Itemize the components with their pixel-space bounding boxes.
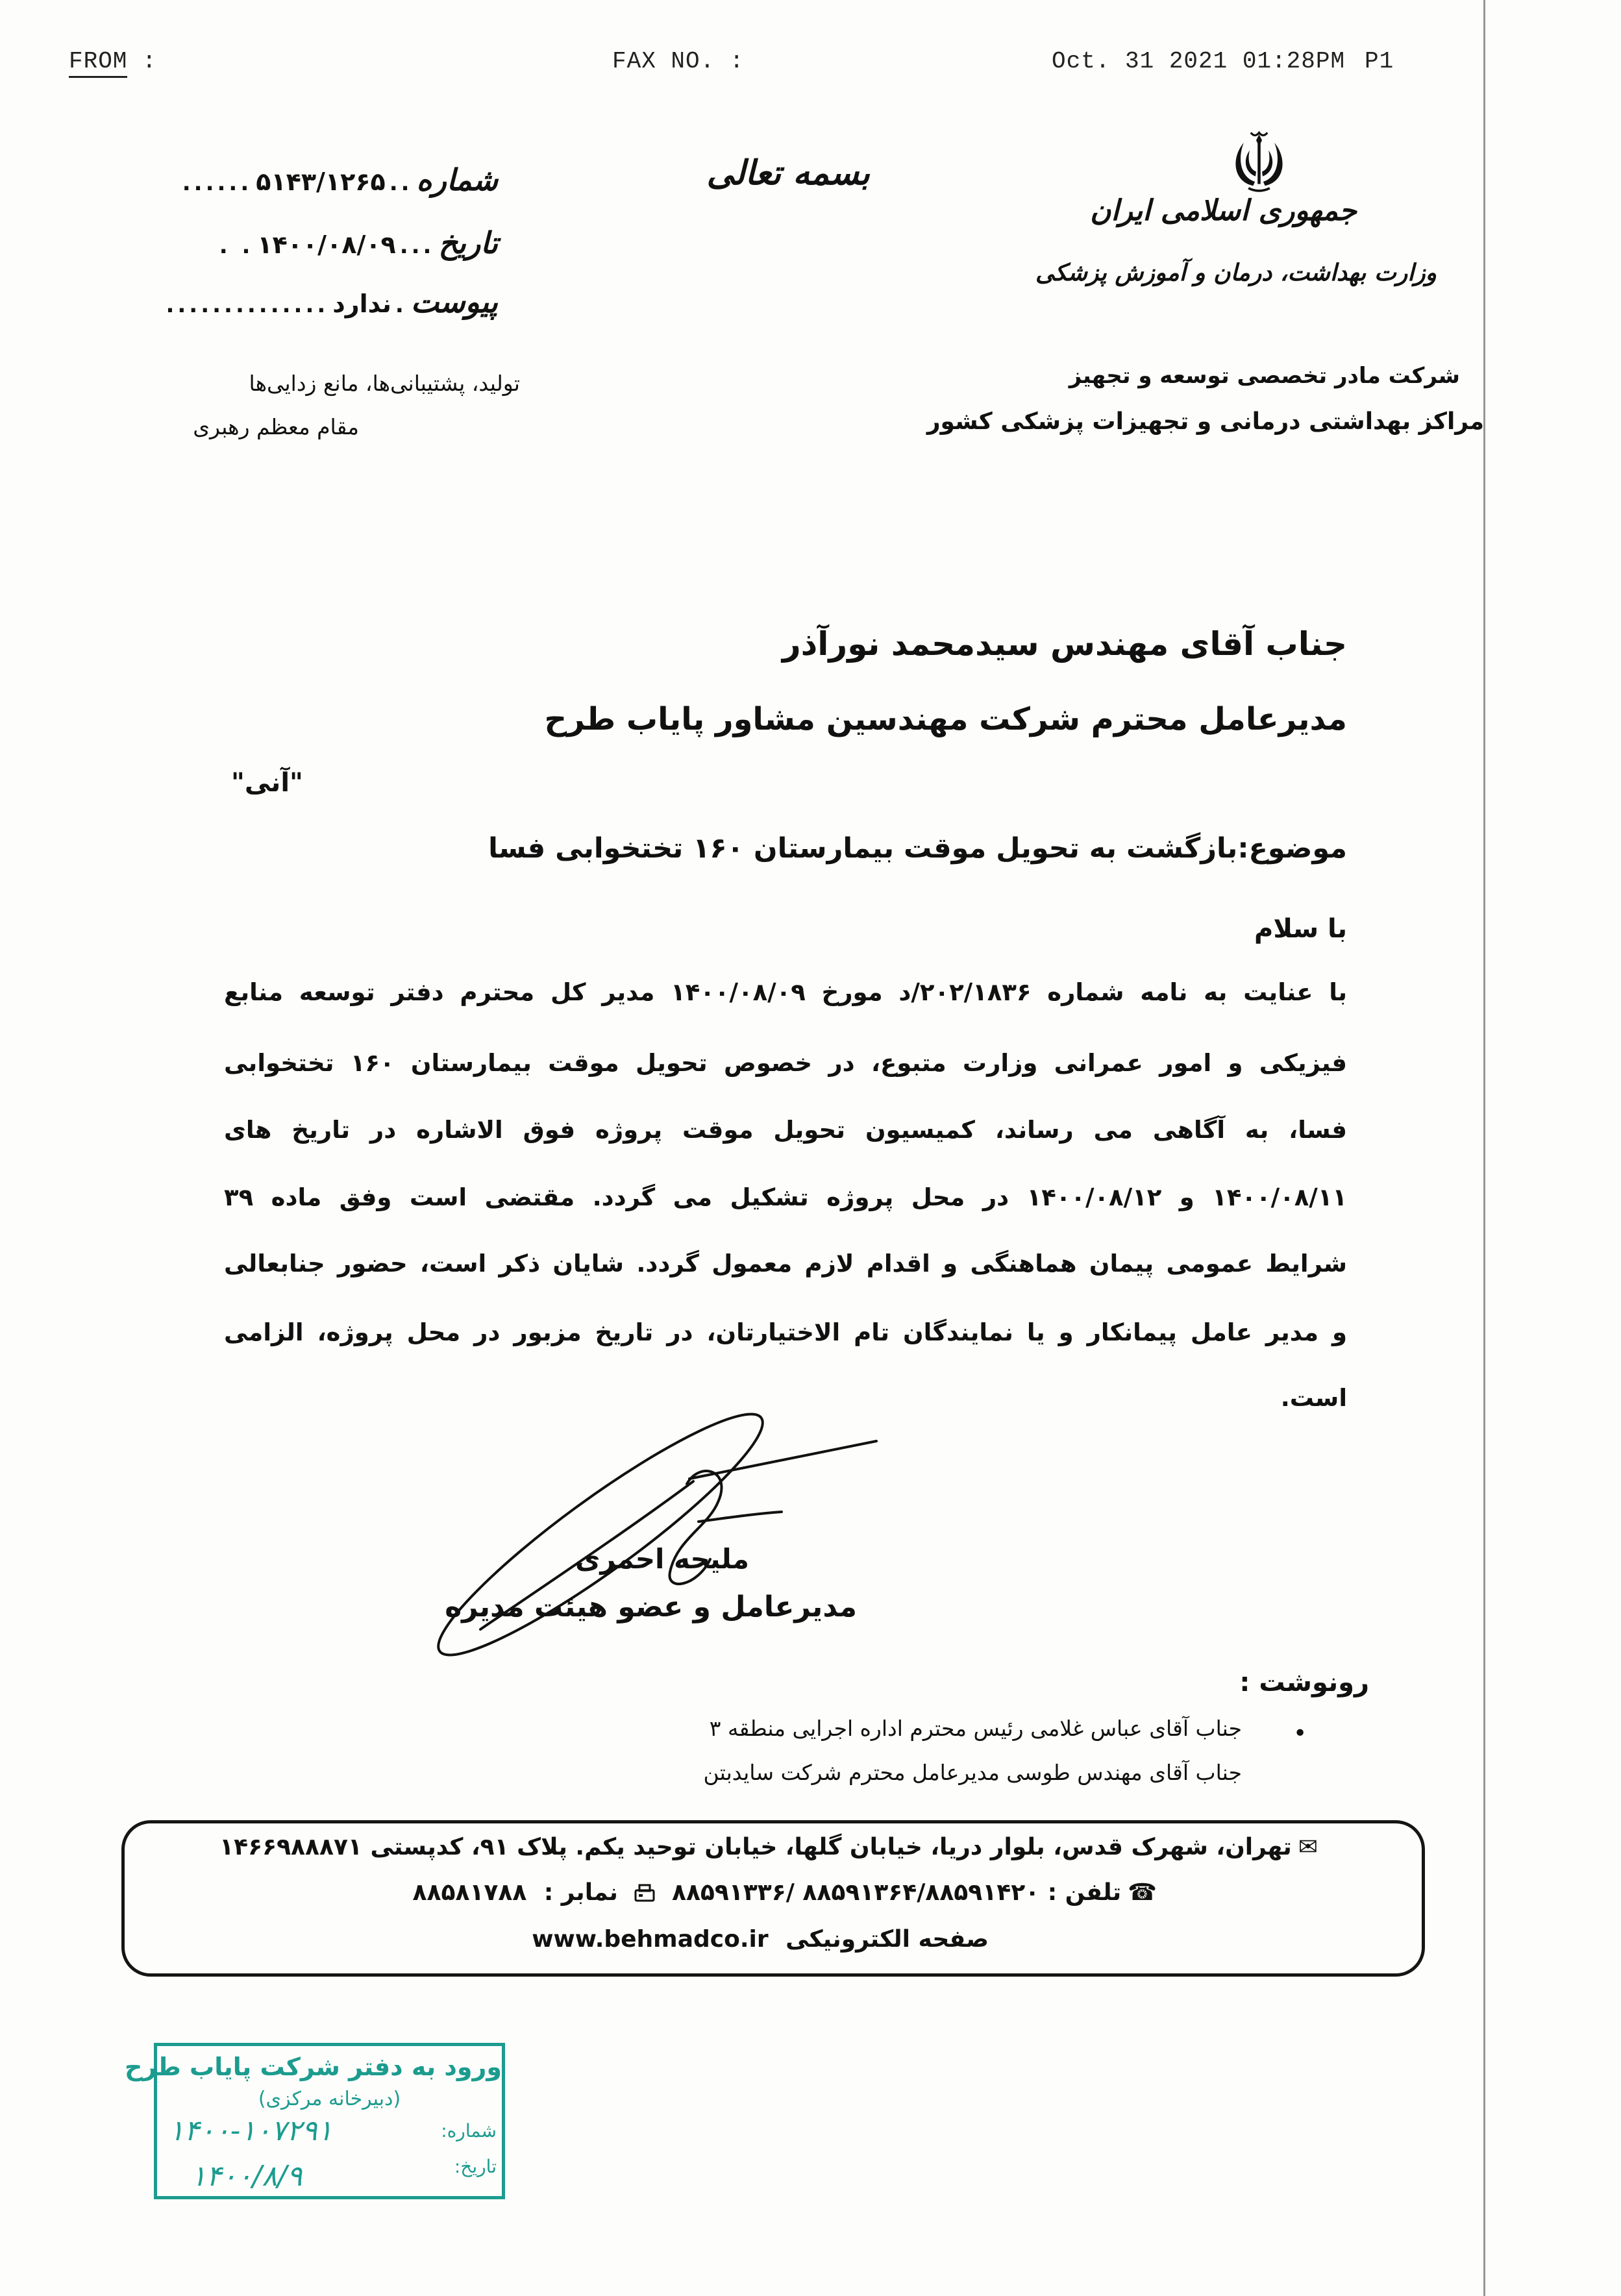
fax-timestamp: Oct. 31 2021 01:28PM xyxy=(1052,48,1346,75)
fax-from-colon: : xyxy=(127,48,157,75)
body-line: شرایط عمومی پیمان هماهنگی و اقدام لازم معمول گردد. شایان ذکر است، حضور جنابعالی xyxy=(224,1250,1347,1278)
letter-date-trailing-leader: . . xyxy=(219,233,254,259)
subject-line: موضوع:بازگشت به تحویل موقت بیمارستان ۱۶۰ تختخوابی فسا xyxy=(488,832,1347,865)
body-line: است. xyxy=(1280,1384,1347,1412)
ministry-calligraphy: وزارت بهداشت، درمان و آموزش پزشکی xyxy=(1035,260,1437,286)
footer-phone-line xyxy=(413,1878,1157,1908)
letter-attachment-trailing-leader: .............. xyxy=(166,292,329,318)
stamp-subtitle: (دبیرخانه مرکزی) xyxy=(258,2088,401,2110)
invocation-calligraphy: بسمه تعالی xyxy=(706,154,870,193)
phone-icon: ☎ xyxy=(1128,1879,1157,1906)
cc-bullet: • xyxy=(1293,1720,1307,1747)
letter-date-leader: ... xyxy=(399,233,435,259)
letter-date-value: ۱۴۰۰/۰۸/۰۹ xyxy=(257,230,396,259)
letter-number-leader: .. xyxy=(389,170,413,196)
footer-website-url: www.behmadco.ir xyxy=(532,1926,769,1953)
fax-page-number: P1 xyxy=(1365,48,1394,75)
slogan-attribution: مقام معظم رهبری xyxy=(193,414,359,439)
body-line: با عنایت به نامه شماره ۲۰۲/۱۸۳۶/د مورخ ۱۴۰۰/۰۸/۰۹ مدیر کل محترم دفتر توسعه منابع xyxy=(224,978,1347,1006)
body-line: فسا، به آگاهی می رساند، کمیسیون تحویل موقت پروژه فوق الاشاره در تاریخ های xyxy=(224,1116,1347,1144)
fax-number-label: FAX NO. : xyxy=(612,48,745,75)
footer-web-label: صفحه الکترونیکی xyxy=(786,1926,989,1953)
signatory-name: ملیحه احمری xyxy=(575,1543,750,1575)
fax-from xyxy=(69,47,157,77)
body-line: ۱۴۰۰/۰۸/۱۱ و ۱۴۰۰/۰۸/۱۲ در محل پروژه تشکیل می گردد. مقتضی است وفق ماده ۳۹ xyxy=(224,1183,1347,1211)
company-name-line1: شرکت مادر تخصصی توسعه و تجهیز xyxy=(1069,363,1460,389)
cc-label: رونوشت : xyxy=(1239,1668,1369,1697)
recipient-name: جناب آقای مهندس سیدمحمد نورآذر xyxy=(782,625,1347,663)
company-name-line2: مراکز بهداشتی درمانی و تجهیزات پزشکی کشور xyxy=(926,408,1484,435)
stamp-number-handwritten: ۱۴۰۰-۱۰۷۲۹۱ xyxy=(169,2114,333,2147)
fax-scan-line xyxy=(1483,0,1485,2296)
cc-item: جناب آقای عباس غلامی رئیس محترم اداره اجرایی منطقه ۳ xyxy=(709,1716,1242,1741)
receipt-stamp xyxy=(124,2043,505,2199)
letter-number-row xyxy=(182,162,498,197)
handwritten-signature xyxy=(390,1363,922,1701)
letter-attachment-value: ندارد xyxy=(332,290,391,318)
letter-number-trailing-leader: ...... xyxy=(182,170,253,196)
footer-contact-box xyxy=(121,1820,1425,1977)
stamp-date-label: تاریخ: xyxy=(454,2156,497,2177)
letter-date-row xyxy=(219,225,498,260)
slogan-text: تولید، پشتیبانی‌ها، مانع زدایی‌ها xyxy=(249,371,520,396)
recipient-title: مدیرعامل محترم شرکت مهندسین مشاور پایاب طرح xyxy=(544,701,1347,737)
letter-number-value: ۵۱۴۳/۱۲۶۵ xyxy=(256,167,386,196)
signatory-title: مدیرعامل و عضو هیئت مدیره xyxy=(445,1590,857,1623)
mail-icon: ✉ xyxy=(1298,1834,1318,1860)
footer-fax-number: ۸۸۵۸۱۷۸۸ xyxy=(412,1879,527,1906)
footer-phone-label: تلفن : xyxy=(1047,1879,1122,1906)
footer-web-line xyxy=(532,1925,989,1955)
stamp-number-label: شماره: xyxy=(441,2120,497,2142)
letter-number-label: شماره xyxy=(416,162,498,197)
stamp-date-handwritten: ۱۴۰۰/۸/۹ xyxy=(191,2160,303,2193)
body-line: فیزیکی و امور عمرانی وزارت متبوع، در خصوص تحویل موقت بیمارستان ۱۶۰ تختخوابی xyxy=(224,1049,1347,1077)
footer-fax-label: نمابر : xyxy=(543,1879,618,1906)
iran-emblem-icon xyxy=(1222,129,1296,193)
cc-item: جناب آقای مهندس طوسی مدیرعامل محترم شرکت سایدبتن xyxy=(703,1760,1242,1785)
stamp-title: ورود به دفتر شرکت پایاب طرح xyxy=(124,2053,502,2081)
country-calligraphy: جمهوری اسلامی ایران xyxy=(1090,194,1357,227)
footer-phone-numbers: ۸۸۵۹۱۳۳۶/ ۸۸۵۹۱۳۶۴/۸۸۵۹۱۴۲۰ xyxy=(671,1879,1040,1906)
body-line: و مدیر عامل پیمانکار و یا نمایندگان تام الاختیارتان، در تاریخ مزبور در محل پروژه، الزامی xyxy=(224,1318,1347,1346)
fax-from-label: FROM xyxy=(69,48,127,78)
letter-attachment-label: پیوست xyxy=(410,284,498,319)
letter-attachment-leader: . xyxy=(395,292,407,318)
urgency-mark: "آنی" xyxy=(231,768,303,798)
footer-address-line xyxy=(219,1833,1318,1863)
footer-address: تهران، شهرک قدس، بلوار دریا، خیابان گلها، خیابان توحید یکم. پلاک ۹۱، کدپستی ۱۴۶۶۹۸۸۸۷۱ xyxy=(219,1834,1292,1860)
letter-date-label: تاریخ xyxy=(438,225,498,260)
letter-attachment-row xyxy=(166,284,498,319)
fax-icon xyxy=(634,1883,656,1903)
salutation: با سلام xyxy=(1254,914,1347,944)
